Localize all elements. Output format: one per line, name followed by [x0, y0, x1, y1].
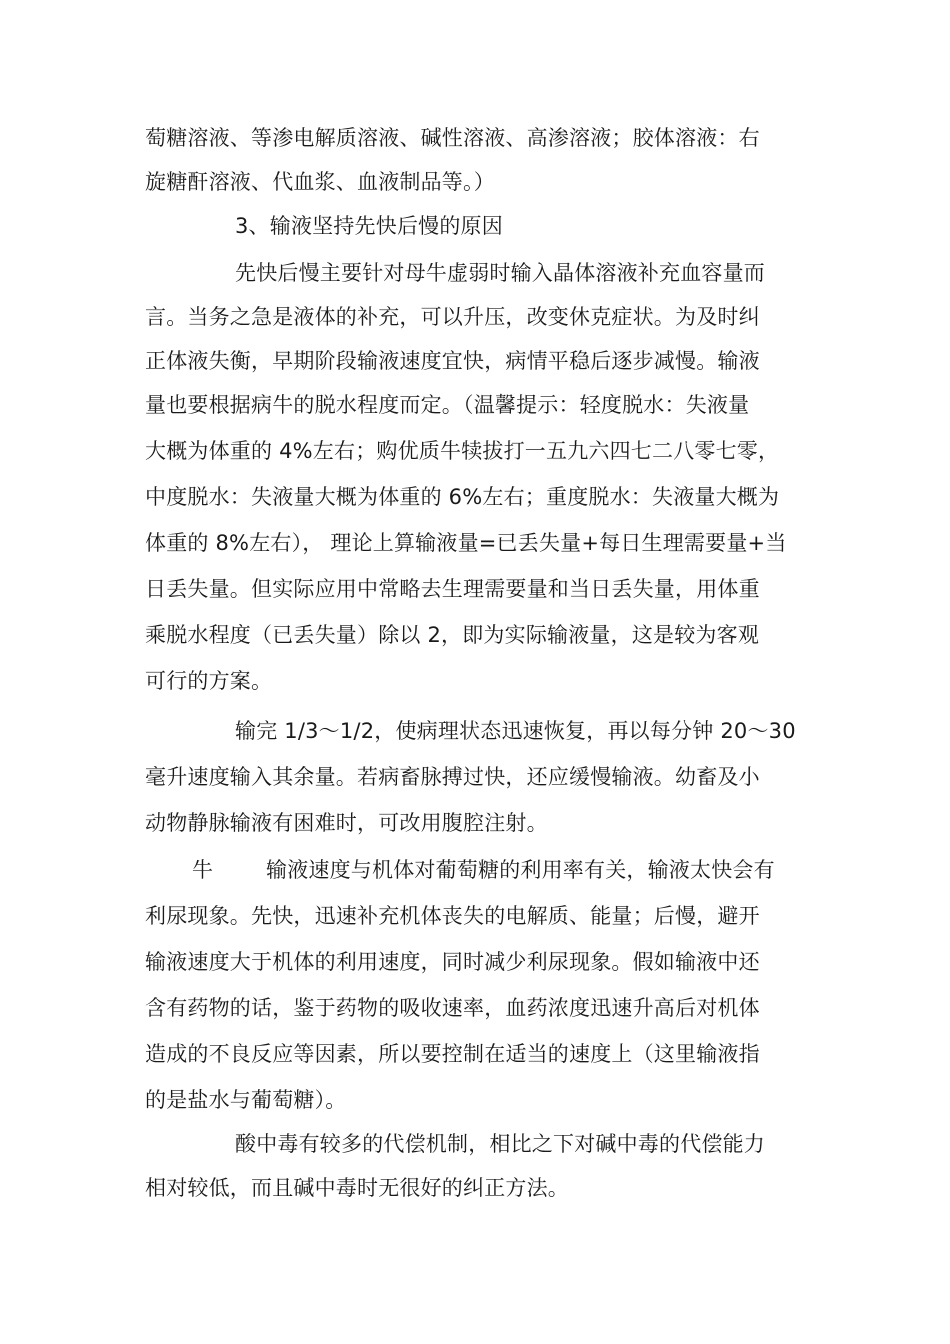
paragraph-line: 利尿现象。先快，迅速补充机体丧失的电解质、能量；后慢，避开	[145, 904, 760, 928]
paragraph-line: 先快后慢主要针对母牛虚弱时输入晶体溶液补充血容量而	[235, 261, 765, 285]
paragraph-line: 毫升速度输入其余量。若病畜脉搏过快，还应缓慢输液。幼畜及小	[145, 765, 760, 789]
paragraph-line: 可行的方案。	[145, 669, 273, 693]
paragraph-line: 造成的不良反应等因素，所以要控制在适当的速度上（这里输液指	[145, 1042, 760, 1066]
paragraph-line: 输液速度与机体对葡萄糖的利用率有关，输液太快会有	[266, 858, 775, 882]
paragraph-line: 乘脱水程度（已丢失量）除以 2，即为实际输液量，这是较为客观	[145, 623, 760, 647]
paragraph-line: 言。当务之急是液体的补充，可以升压，改变休克症状。为及时纠	[145, 305, 760, 329]
paragraph-line: 相对较低，而且碱中毒时无很好的纠正方法。	[145, 1176, 569, 1200]
paragraph-line: 输液速度大于机体的利用速度，同时减少利尿现象。假如输液中还	[145, 950, 760, 974]
paragraph-line: 萄糖溶液、等渗电解质溶液、碱性溶液、高渗溶液；胶体溶液：右	[145, 126, 760, 150]
paragraph-line: 中度脱水：失液量大概为体重的 6%左右；重度脱水：失液量大概为	[145, 485, 780, 509]
paragraph-marker: 牛	[192, 858, 213, 882]
paragraph-line: 日丢失量。但实际应用中常略去生理需要量和当日丢失量，用体重	[145, 577, 760, 601]
paragraph-line: 输完 1/3～1/2，使病理状态迅速恢复，再以每分钟 20～30	[235, 719, 796, 743]
paragraph-line: 旋糖酐溶液、代血浆、血液制品等。）	[145, 170, 495, 194]
paragraph-line: 大概为体重的 4%左右；购优质牛犊拔打一五九六四七二八零七零，	[145, 439, 780, 463]
section-heading: 3、输液坚持先快后慢的原因	[235, 214, 503, 238]
paragraph-line: 酸中毒有较多的代偿机制，相比之下对碱中毒的代偿能力	[235, 1132, 765, 1156]
paragraph-line: 含有药物的话，鉴于药物的吸收速率，血药浓度迅速升高后对机体	[145, 996, 760, 1020]
paragraph-line: 正体液失衡，早期阶段输液速度宜快，病情平稳后逐步减慢。输液	[145, 349, 760, 373]
paragraph-line: 动物静脉输液有困难时，可改用腹腔注射。	[145, 811, 548, 835]
paragraph-line: 的是盐水与葡萄糖）。	[145, 1088, 347, 1112]
paragraph-line: 量也要根据病牛的脱水程度而定。（温馨提示：轻度脱水：失液量	[145, 393, 750, 417]
paragraph-line: 体重的 8%左右）， 理论上算输液量=已丢失量+每日生理需要量+当	[145, 531, 787, 555]
